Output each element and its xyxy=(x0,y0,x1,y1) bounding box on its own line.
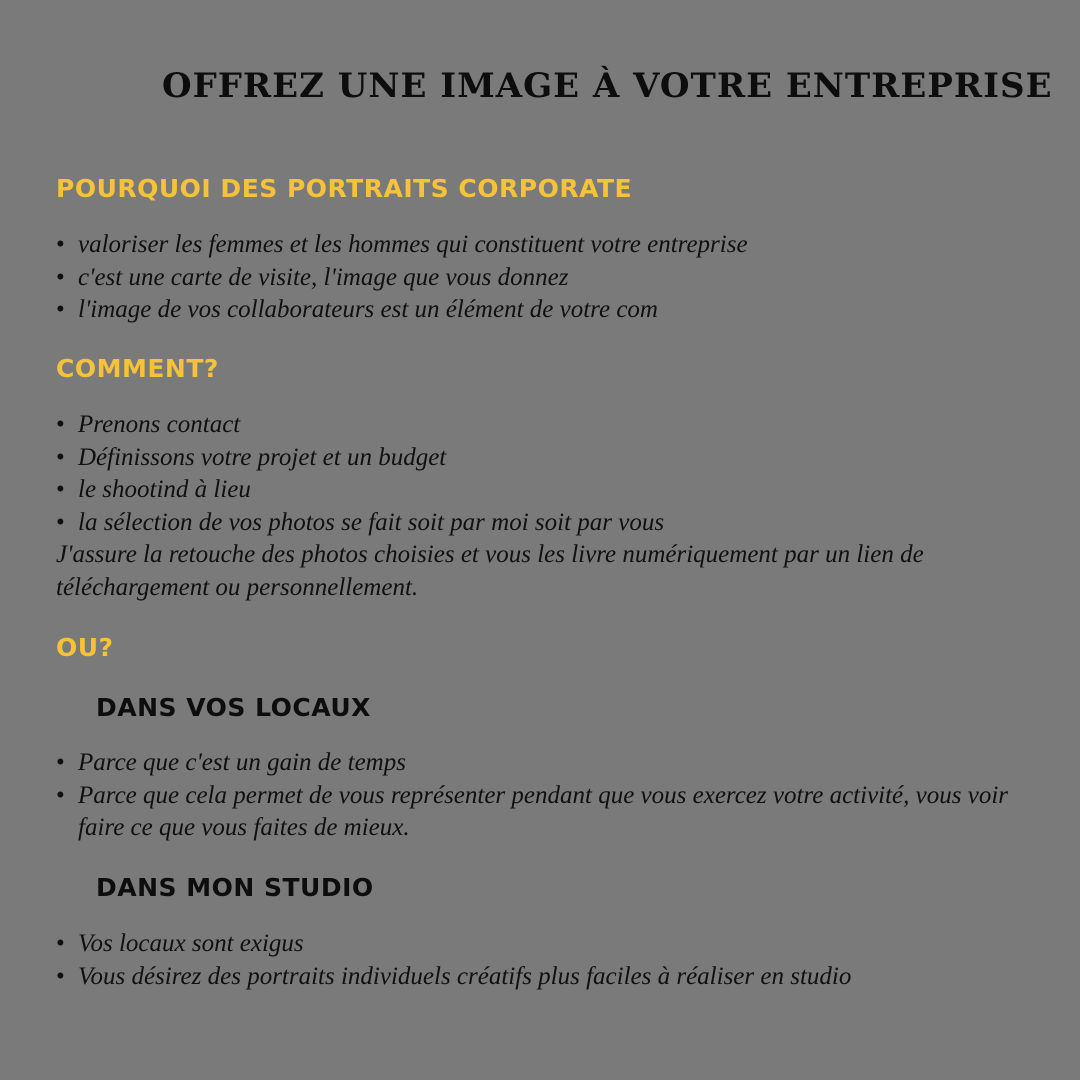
list-item: • Prenons contact xyxy=(56,409,1046,442)
subsection-studio xyxy=(56,873,1046,903)
list-item: • Parce que c'est un gain de temps xyxy=(56,747,1046,780)
list-item: • le shootind à lieu xyxy=(56,474,1046,507)
section-comment xyxy=(56,354,1046,384)
sub-heading: DANS VOS LOCAUX xyxy=(96,693,371,722)
page-title: OFFREZ UNE IMAGE À VOTRE ENTREPRISE xyxy=(162,66,1053,106)
list-item: • l'image de vos collaborateurs est un élément de votre com xyxy=(56,294,1046,327)
list-item: • Parce que cela permet de vous représenter pendant que vous exercez votre activité, vous voir faire ce que vous faites de mieux. xyxy=(56,780,1046,845)
sub-heading: DANS MON STUDIO xyxy=(96,873,374,902)
comment-list xyxy=(56,409,1046,539)
comment-list-wrap xyxy=(56,409,1046,604)
studio-list-wrap xyxy=(56,928,1046,993)
section-pourquoi xyxy=(56,174,1046,204)
studio-list xyxy=(56,928,1046,993)
list-item: • Vous désirez des portraits individuels créatifs plus faciles à réaliser en studio xyxy=(56,961,1046,994)
pourquoi-list-wrap xyxy=(56,229,1046,327)
section-heading: COMMENT? xyxy=(56,354,219,383)
list-item: • Vos locaux sont exigus xyxy=(56,928,1046,961)
list-item: • valoriser les femmes et les hommes qui constituent votre entreprise xyxy=(56,229,1046,262)
section-ou xyxy=(56,633,1046,663)
subsection-locaux xyxy=(56,693,1046,723)
section-heading: POURQUOI DES PORTRAITS CORPORATE xyxy=(56,174,633,203)
list-item: • Définissons votre projet et un budget xyxy=(56,442,1046,475)
locaux-list xyxy=(56,747,1046,845)
list-item: • c'est une carte de visite, l'image que vous donnez xyxy=(56,262,1046,295)
locaux-list-wrap xyxy=(56,747,1046,845)
pourquoi-list xyxy=(56,229,1046,327)
comment-paragraph: J'assure la retouche des photos choisies et vous les livre numériquement par un lien de téléchargement ou personnellement. xyxy=(56,541,924,601)
list-item: • la sélection de vos photos se fait soit par moi soit par vous xyxy=(56,507,1046,540)
section-heading: OU? xyxy=(56,633,114,662)
